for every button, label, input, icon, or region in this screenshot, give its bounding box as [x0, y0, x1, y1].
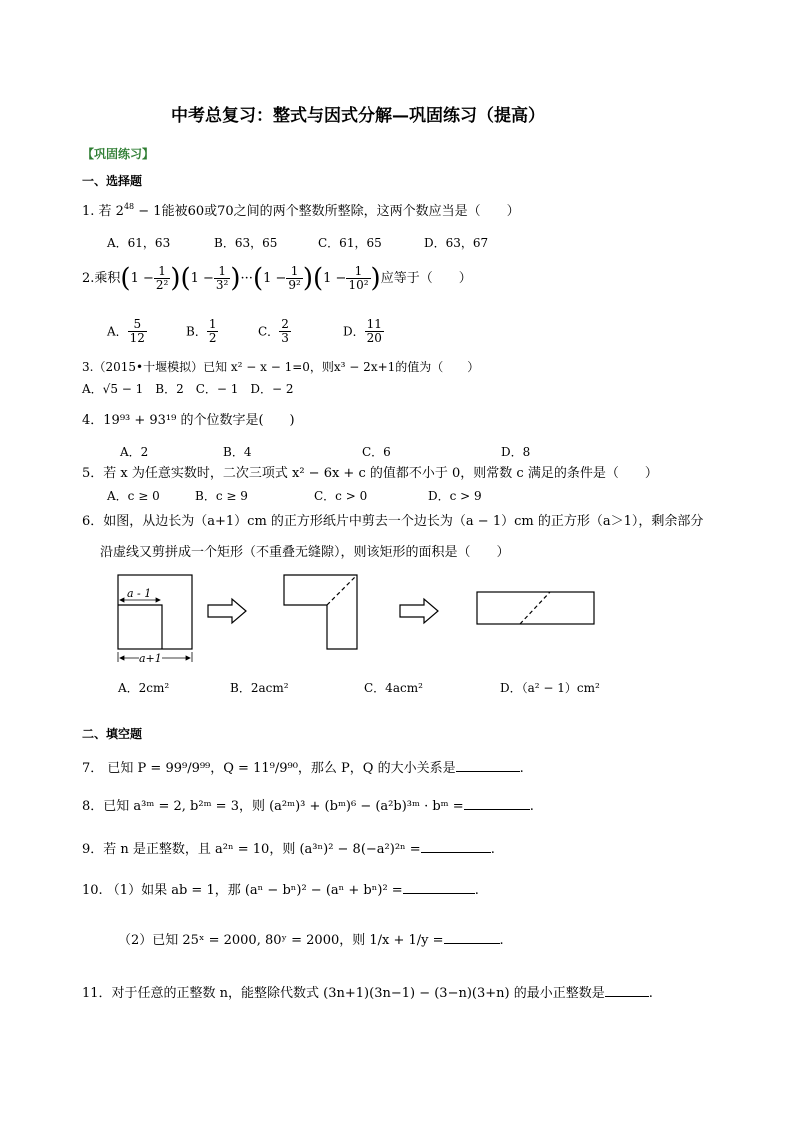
q2-prefix: 乘积 — [94, 271, 121, 287]
q4-option-d: D．8 — [501, 445, 531, 459]
q6-option-b: B．2acm² — [230, 681, 289, 695]
q5-option-d: D．c > 9 — [428, 489, 482, 503]
question-2: 2.乘积(1 − $\frac{1}{\text{2²}}$ )(1 − $\frac{1}{\text{3²}}$ )···(1 − $\frac{1}{\text{9²}}$ )(1 − $\frac{1}{\text{10²}}$ )应等于（ ） — [82, 263, 472, 294]
section-tag: 【巩固练习】 — [82, 147, 155, 161]
q1-prefix: 若 2 — [98, 204, 124, 219]
q1-option-c: C．61，65 — [318, 236, 382, 250]
section-heading-fill: 二、填空题 — [82, 727, 143, 741]
q11-answer-blank[interactable] — [605, 996, 649, 997]
q1-option-a: A．61，63 — [107, 236, 171, 250]
q10-2-answer-blank[interactable] — [444, 943, 500, 944]
question-8: 8．已知 a³ᵐ = 2, b²ᵐ = 3，则 (a²ᵐ)³ + (bᵐ)⁶ − (a²b)³ᵐ · bᵐ = . — [82, 799, 534, 814]
q2-number: 2. — [82, 271, 95, 287]
question-3: 3.（2015•十堰模拟）已知 x² − x − 1=0，则x³ − 2x+1的值为（ ） — [82, 360, 480, 374]
question-7: 7． 已知 P = 99⁹/9⁹⁹，Q = 11⁹/9⁹⁰，那么 P，Q 的大小关系是 . — [82, 761, 524, 776]
q6-option-a: A．2cm² — [118, 681, 170, 695]
q10-1-answer-blank[interactable] — [403, 893, 475, 894]
q6-option-c: C．4acm² — [364, 681, 423, 695]
page-title: 中考总复习：整式与因式分解—巩固练习（提高） — [171, 106, 545, 126]
q6-label-outer: a+1 — [139, 652, 162, 665]
q4-option-b: B．4 — [223, 445, 252, 459]
arrow-right-icon — [208, 599, 246, 623]
q1-option-d: D．63，67 — [424, 236, 489, 250]
q2-option-a: A． $\frac{5}{12}$ — [107, 317, 145, 346]
q5-option-b: B．c ≥ 9 — [195, 489, 248, 503]
arrow-right-icon — [400, 599, 438, 623]
question-9: 9．若 n 是正整数，且 a²ⁿ = 10，则 (a³ⁿ)² − 8(−a²)²ⁿ = . — [82, 842, 495, 857]
q1-exponent: 48 — [123, 202, 135, 211]
q1-number: 1. — [82, 204, 95, 219]
q2-option-c: C． $\frac{2}{3}$ — [258, 317, 289, 346]
q5-option-c: C．c > 0 — [314, 489, 368, 503]
question-4: 4．19⁹³ + 93¹⁹ 的个位数字是( ) — [82, 413, 295, 428]
q3-options: A．√5 − 1 B．2 C．− 1 D．− 2 — [82, 382, 294, 396]
question-10-part-2: （2）已知 25ˣ = 2000, 80ʸ = 2000，则 1/x + 1/y = . — [118, 933, 504, 948]
q6-option-d: D．（a² − 1）cm² — [500, 681, 600, 695]
q2-option-b: B． $\frac{1}{2}$ — [186, 317, 217, 346]
q2-fraction-1: $\frac{1}{\text{2²}}$ — [155, 264, 169, 293]
q8-answer-blank[interactable] — [464, 809, 530, 810]
q2-option-d: D． $\frac{11}{20}$ — [343, 317, 382, 346]
question-11: 11．对于任意的正整数 n，能整除代数式 (3n+1)(3n−1) − (3−n)(3+n) 的最小正整数是 . — [82, 986, 653, 1001]
q2-fraction-2: $\frac{1}{\text{3²}}$ — [215, 264, 229, 293]
question-5: 5．若 x 为任意实数时，二次三项式 x² − 6x + c 的值都不小于 0，则常数 c 满足的条件是（ ） — [82, 466, 658, 481]
rectangle-result — [477, 592, 594, 624]
l-shape-piece — [284, 575, 357, 649]
question-10-part-1: 10. （1）如果 ab = 1，那 (aⁿ − bⁿ)² − (aⁿ + bⁿ)² = . — [82, 883, 479, 898]
question-6-line-1: 6．如图，从边长为（a+1）cm 的正方形纸片中剪去一个边长为（a − 1）cm 的正方形（a＞1），剩余部分 — [82, 514, 704, 529]
q9-answer-blank[interactable] — [421, 852, 491, 853]
q7-answer-blank[interactable] — [456, 771, 520, 772]
q5-option-a: A．c ≥ 0 — [107, 489, 160, 503]
q2-fraction-3: $\frac{1}{\text{9²}}$ — [288, 264, 301, 293]
q6-label-inner: a - 1 — [127, 587, 152, 600]
q1-option-b: B．63，65 — [214, 236, 278, 250]
question-6-line-2: 沿虚线又剪拼成一个矩形（不重叠无缝隙），则该矩形的面积是（ ） — [100, 545, 510, 560]
section-heading-choice: 一、选择题 — [82, 174, 143, 188]
q2-fraction-4: $\frac{1}{\text{10²}}$ — [348, 264, 369, 293]
q4-option-c: C．6 — [362, 445, 391, 459]
q4-option-a: A．2 — [120, 445, 149, 459]
q1-text: − 1能被60或70之间的两个整数所整除，这两个数应当是（ ） — [134, 204, 520, 219]
q2-text: 应等于（ ） — [380, 271, 472, 287]
